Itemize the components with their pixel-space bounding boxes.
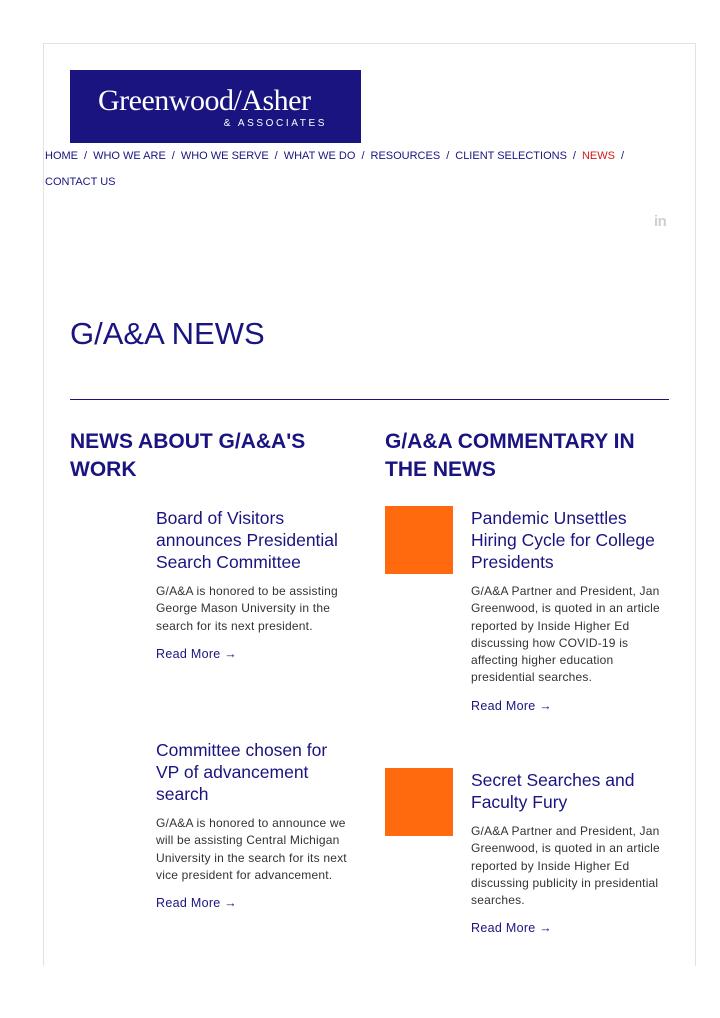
read-more-link[interactable]: Read More →: [156, 646, 238, 661]
nav-item-home[interactable]: HOME: [45, 150, 78, 162]
article-summary: G/A&A is honored to announce we will be assisting Central Michigan University in the search for its next vice president for advancement.: [156, 816, 347, 882]
nav-separator: /: [446, 150, 450, 162]
nav-separator: /: [361, 150, 365, 162]
news-article: [471, 769, 671, 937]
news-article: [156, 507, 356, 663]
article-title[interactable]: Secret Searches and Faculty Fury: [471, 770, 635, 812]
article-summary: G/A&A Partner and President, Jan Greenwood, is quoted in an article reported by Inside Higher Ed discussing publicity in presidential searches.: [471, 824, 660, 908]
nav-item-contact-us[interactable]: CONTACT US: [45, 176, 116, 188]
nav-separator: /: [572, 150, 576, 162]
article-thumbnail[interactable]: [385, 506, 453, 574]
article-thumbnail[interactable]: [70, 506, 138, 574]
nav-row-2: [45, 172, 685, 192]
read-more-link[interactable]: Read More →: [471, 698, 553, 713]
nav-separator: /: [274, 150, 278, 162]
nav-separator: /: [84, 150, 88, 162]
read-more-link[interactable]: Read More →: [156, 896, 238, 911]
title-divider: [70, 399, 669, 400]
main-nav: [45, 146, 685, 192]
article-thumbnail[interactable]: [385, 768, 453, 836]
logo-tagline: & ASSOCIATES: [223, 118, 327, 129]
section-heading-commentary: G/A&A COMMENTARY IN THE NEWS: [385, 430, 635, 481]
logo-wordmark: Greenwood/Asher: [98, 84, 311, 117]
linkedin-icon[interactable]: in: [654, 213, 667, 230]
site-logo[interactable]: [70, 70, 361, 143]
nav-item-news[interactable]: NEWS: [581, 150, 615, 162]
article-title[interactable]: Committee chosen for VP of advancement search: [156, 740, 328, 804]
page-title: G/A&A NEWS: [70, 316, 265, 351]
section-heading-news-work: NEWS ABOUT G/A&A'S WORK: [70, 430, 306, 481]
article-summary: G/A&A is honored to be assisting George Mason University in the search for its next president.: [156, 584, 338, 633]
article-title[interactable]: Board of Visitors announces Presidential Search Committee: [156, 508, 338, 572]
nav-item-client-selections[interactable]: CLIENT SELECTIONS: [455, 150, 567, 162]
read-more-link[interactable]: Read More →: [471, 921, 553, 936]
news-article: [471, 507, 671, 715]
nav-separator: /: [620, 150, 625, 162]
nav-row-1: [45, 146, 685, 166]
nav-separator: /: [171, 150, 175, 162]
nav-item-what-we-do[interactable]: WHAT WE DO: [283, 150, 356, 162]
nav-item-who-we-serve[interactable]: WHO WE SERVE: [180, 150, 269, 162]
nav-item-resources[interactable]: RESOURCES: [370, 150, 441, 162]
article-summary: G/A&A Partner and President, Jan Greenwood, is quoted in an article reported by Inside Higher Ed discussing how COVID-19 is affecting higher education presidential searches.: [471, 584, 660, 685]
nav-item-who-we-are[interactable]: WHO WE ARE: [93, 150, 166, 162]
news-article: [156, 739, 356, 912]
article-title[interactable]: Pandemic Unsettles Hiring Cycle for College Presidents: [471, 508, 655, 572]
